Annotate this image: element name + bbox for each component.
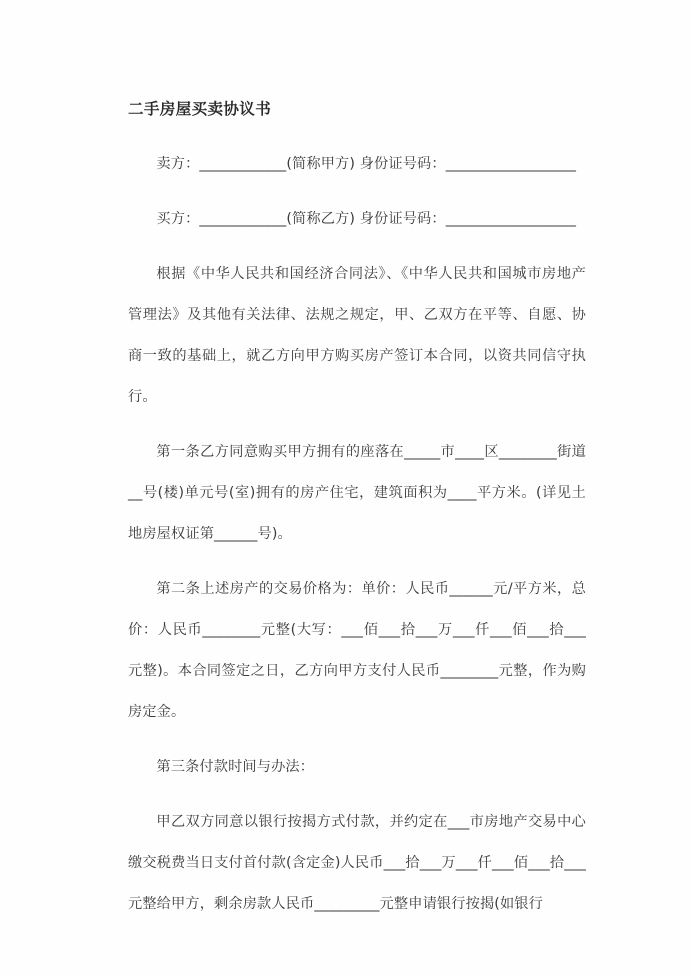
article-three-heading: 第三条付款时间与办法： xyxy=(156,759,315,775)
buyer-party-line: 买方：____________(简称乙方) 身份证号码：__________________ xyxy=(156,211,577,227)
article-one-paragraph: 第一条乙方同意购买甲方拥有的座落在_____市____区________街道__号(楼)单元号(室)拥有的房产住宅，建筑面积为____平方米。(详见土地房屋权证第______号)。 xyxy=(128,444,586,542)
preamble-paragraph: 根据《中华人民共和国经济合同法》、《中华人民共和国城市房地产管理法》及其他有关法律、法规之规定，甲、乙双方在平等、自愿、协商一致的基础上，就乙方向甲方购买房产签订本合同，以资共同信守执行。 xyxy=(128,266,586,405)
seller-party-line: 卖方：____________(简称甲方) 身份证号码：__________________ xyxy=(156,156,577,172)
document-content xyxy=(128,96,586,925)
article-two-paragraph: 第二条上述房产的交易价格为：单价：人民币______元/平方米，总价：人民币________元整(大写：___佰___拾___万___仟___佰___拾___元整)。本合同签定之日，乙方向甲方支付人民币________元整，作为购房定金。 xyxy=(128,581,586,720)
page-title: 二手房屋买卖协议书 xyxy=(128,100,272,118)
article-three-paragraph: 甲乙双方同意以银行按揭方式付款，并约定在___市房地产交易中心缴交税费当日支付首付款(含定金)人民币___拾___万___仟___佰___拾___元整给甲方，剩余房款人民币_________元整申请银行按揭(如银行 xyxy=(128,814,586,912)
